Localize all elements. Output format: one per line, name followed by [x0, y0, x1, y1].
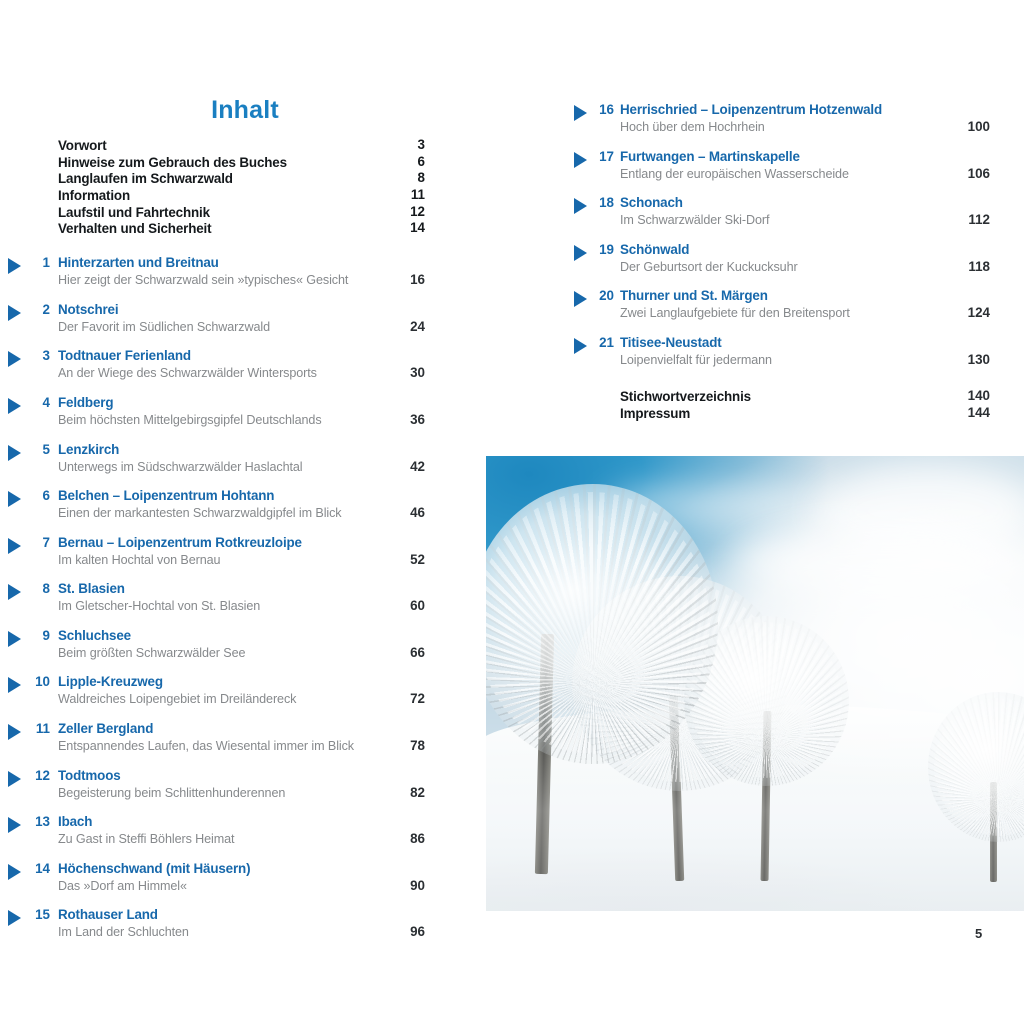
chapter-page-number: 46	[410, 505, 425, 521]
triangle-right-icon	[8, 491, 21, 507]
chapter-title: Furtwangen – Martinskapelle	[620, 148, 800, 164]
toc-chapter-entry[interactable]	[0, 721, 460, 768]
toc-right-column	[565, 102, 1024, 423]
chapter-number: 14	[35, 860, 50, 876]
back-matter-label: Stichwortverzeichnis	[620, 388, 751, 404]
front-matter-page-number: 6	[417, 153, 425, 169]
toc-chapter-entry[interactable]	[0, 442, 460, 489]
triangle-right-icon	[8, 584, 21, 600]
chapter-title: Lipple-Kreuzweg	[58, 674, 163, 690]
toc-chapter-entry[interactable]	[0, 814, 460, 861]
chapter-title: Todtmoos	[58, 767, 121, 783]
chapter-subtitle: An der Wiege des Schwarzwälder Wintersports	[58, 366, 317, 381]
chapter-number: 7	[42, 534, 50, 550]
chapter-list-right	[565, 102, 1024, 382]
page-number: 5	[975, 926, 983, 941]
triangle-right-icon	[8, 771, 21, 787]
winter-landscape-photo	[486, 456, 1024, 911]
chapter-title: Höchenschwand (mit Häusern)	[58, 860, 251, 876]
chapter-title: St. Blasien	[58, 581, 125, 597]
chapter-number: 10	[35, 674, 50, 690]
toc-chapter-entry[interactable]	[0, 861, 460, 908]
chapter-number: 8	[42, 581, 50, 597]
chapter-title: Ibach	[58, 814, 93, 830]
chapter-page-number: 78	[410, 738, 425, 754]
back-matter-page-number: 144	[967, 405, 990, 421]
front-matter-page-number: 14	[410, 220, 425, 236]
chapter-page-number: 124	[967, 305, 990, 321]
chapter-number: 16	[599, 102, 614, 117]
front-matter-list	[0, 137, 460, 237]
toc-chapter-entry[interactable]	[565, 335, 1024, 382]
toc-chapter-entry[interactable]	[0, 302, 460, 349]
chapter-subtitle: Im Land der Schluchten	[58, 925, 189, 940]
toc-chapter-entry[interactable]	[0, 395, 460, 442]
toc-chapter-entry[interactable]	[0, 674, 460, 721]
chapter-title: Zeller Bergland	[58, 721, 154, 737]
chapter-page-number: 106	[967, 165, 990, 181]
triangle-right-icon	[574, 245, 587, 261]
front-matter-label: Information	[58, 188, 130, 204]
toc-chapter-entry[interactable]	[0, 488, 460, 535]
chapter-page-number: 42	[410, 458, 425, 474]
triangle-right-icon	[8, 631, 21, 647]
chapter-subtitle: Im Schwarzwälder Ski-Dorf	[620, 213, 770, 228]
chapter-list-left	[0, 255, 460, 954]
toc-chapter-entry[interactable]	[0, 255, 460, 302]
chapter-title: Bernau – Loipenzentrum Rotkreuzloipe	[58, 534, 302, 550]
chapter-subtitle: Entspannendes Laufen, das Wiesental immer im Blick	[58, 739, 354, 754]
chapter-subtitle: Zu Gast in Steffi Böhlers Heimat	[58, 832, 235, 847]
frosted-tree	[486, 484, 718, 874]
chapter-subtitle: Hoch über dem Hochrhein	[620, 120, 765, 134]
triangle-right-icon	[8, 677, 21, 693]
triangle-right-icon	[8, 445, 21, 461]
chapter-number: 3	[42, 348, 50, 364]
chapter-title: Titisee-Neustadt	[620, 334, 722, 350]
chapter-subtitle: Einen der markantesten Schwarzwaldgipfel im Blick	[58, 506, 342, 521]
chapter-page-number: 24	[410, 318, 425, 334]
chapter-subtitle: Der Geburtsort der Kuckucksuhr	[620, 259, 798, 274]
toc-chapter-entry[interactable]	[0, 768, 460, 815]
triangle-right-icon	[8, 351, 21, 367]
triangle-right-icon	[8, 538, 21, 554]
chapter-title: Belchen – Loipenzentrum Hohtann	[58, 488, 275, 504]
chapter-title: Hinterzarten und Breitnau	[58, 255, 219, 271]
back-matter-entry[interactable]	[565, 405, 1024, 423]
chapter-title: Rothauser Land	[58, 907, 158, 923]
back-matter-list	[565, 388, 1024, 423]
front-matter-label: Vorwort	[58, 138, 107, 153]
chapter-number: 15	[35, 907, 50, 923]
chapter-page-number: 72	[410, 691, 425, 707]
triangle-right-icon	[574, 198, 587, 214]
triangle-right-icon	[8, 817, 21, 833]
toc-chapter-entry[interactable]	[565, 149, 1024, 196]
chapter-subtitle: Begeisterung beim Schlittenhunderennen	[58, 785, 286, 800]
toc-chapter-entry[interactable]	[565, 288, 1024, 335]
chapter-subtitle: Unterwegs im Südschwarzwälder Haslachtal	[58, 459, 303, 474]
chapter-title: Todtnauer Ferienland	[58, 348, 191, 364]
triangle-right-icon	[8, 258, 21, 274]
front-matter-entry[interactable]	[0, 204, 460, 221]
triangle-right-icon	[574, 338, 587, 354]
toc-left-column	[0, 96, 460, 954]
triangle-right-icon	[8, 724, 21, 740]
chapter-page-number: 100	[967, 119, 990, 134]
chapter-number: 2	[42, 301, 50, 317]
front-matter-entry[interactable]	[0, 137, 460, 154]
chapter-subtitle: Waldreiches Loipengebiet im Dreiländereck	[58, 692, 297, 707]
frosted-tree	[928, 692, 1024, 872]
chapter-title: Lenzkirch	[58, 441, 120, 457]
tree-frost	[486, 492, 710, 754]
toc-chapter-entry[interactable]	[0, 581, 460, 628]
triangle-right-icon	[574, 105, 587, 121]
chapter-page-number: 60	[410, 598, 425, 614]
chapter-subtitle: Im Gletscher-Hochtal von St. Blasien	[58, 599, 261, 614]
front-matter-entry[interactable]	[0, 170, 460, 187]
toc-chapter-entry[interactable]	[565, 195, 1024, 242]
back-matter-entry[interactable]	[565, 388, 1024, 406]
chapter-title: Schluchsee	[58, 627, 131, 643]
front-matter-page-number: 11	[410, 187, 425, 203]
chapter-subtitle: Loipenvielfalt für jedermann	[620, 352, 772, 367]
chapter-number: 12	[35, 767, 50, 783]
chapter-page-number: 52	[410, 551, 425, 567]
triangle-right-icon	[574, 291, 587, 307]
toc-chapter-entry[interactable]	[0, 628, 460, 675]
front-matter-label: Verhalten und Sicherheit	[58, 221, 212, 237]
chapter-number: 5	[42, 441, 50, 457]
triangle-right-icon	[8, 910, 21, 926]
chapter-number: 4	[42, 394, 50, 410]
front-matter-entry[interactable]	[0, 154, 460, 171]
toc-chapter-entry[interactable]	[0, 348, 460, 395]
chapter-subtitle: Beim größten Schwarzwälder See	[58, 645, 246, 660]
chapter-subtitle: Hier zeigt der Schwarzwald sein »typisches« Gesicht	[58, 273, 349, 288]
front-matter-entry[interactable]	[0, 187, 460, 204]
triangle-right-icon	[8, 398, 21, 414]
triangle-right-icon	[8, 305, 21, 321]
chapter-number: 9	[42, 627, 50, 643]
chapter-page-number: 130	[967, 351, 990, 367]
chapter-number: 18	[599, 195, 614, 211]
front-matter-label: Hinweise zum Gebrauch des Buches	[58, 154, 287, 170]
toc-chapter-entry[interactable]	[565, 242, 1024, 289]
chapter-subtitle: Das »Dorf am Himmel«	[58, 878, 187, 893]
chapter-page-number: 112	[968, 212, 990, 228]
chapter-number: 20	[599, 288, 614, 304]
chapter-title: Feldberg	[58, 394, 114, 410]
chapter-subtitle: Entlang der europäischen Wasserscheide	[620, 166, 849, 181]
front-matter-page-number: 12	[410, 203, 425, 219]
chapter-title: Schönwald	[620, 241, 690, 257]
front-matter-page-number: 3	[417, 137, 425, 152]
chapter-number: 13	[35, 814, 50, 830]
chapter-page-number: 30	[410, 365, 425, 381]
chapter-subtitle: Beim höchsten Mittelgebirgsgipfel Deutschlands	[58, 412, 322, 427]
chapter-title: Thurner und St. Märgen	[620, 288, 768, 304]
chapter-number: 19	[599, 241, 614, 257]
front-matter-label: Langlaufen im Schwarzwald	[58, 171, 233, 187]
triangle-right-icon	[574, 152, 587, 168]
chapter-page-number: 16	[410, 272, 425, 288]
chapter-page-number: 118	[968, 258, 990, 274]
chapter-number: 17	[599, 148, 614, 164]
chapter-page-number: 66	[410, 644, 425, 660]
chapter-page-number: 36	[410, 411, 425, 427]
chapter-subtitle: Der Favorit im Südlichen Schwarzwald	[58, 319, 270, 334]
back-matter-page-number: 140	[967, 387, 990, 403]
chapter-number: 21	[599, 334, 614, 350]
chapter-page-number: 86	[410, 831, 425, 847]
chapter-page-number: 90	[410, 877, 425, 893]
chapter-page-number: 96	[410, 924, 425, 940]
chapter-subtitle: Zwei Langlaufgebiete für den Breitensport	[620, 306, 850, 321]
chapter-subtitle: Im kalten Hochtal von Bernau	[58, 552, 221, 567]
page-title: Inhalt	[211, 96, 279, 124]
chapter-number: 11	[35, 721, 50, 737]
toc-chapter-entry[interactable]	[0, 535, 460, 582]
chapter-number: 1	[42, 255, 50, 271]
triangle-right-icon	[8, 864, 21, 880]
chapter-page-number: 82	[410, 784, 425, 800]
toc-chapter-entry[interactable]	[565, 102, 1024, 149]
back-matter-label: Impressum	[620, 406, 691, 422]
chapter-title: Herrischried – Loipenzentrum Hotzenwald	[620, 102, 883, 117]
front-matter-entry[interactable]	[0, 220, 460, 237]
front-matter-label: Laufstil und Fahrtechnik	[58, 204, 210, 220]
chapter-number: 6	[42, 488, 50, 504]
toc-chapter-entry[interactable]	[0, 907, 460, 954]
chapter-title: Schonach	[620, 195, 683, 211]
front-matter-page-number: 8	[417, 170, 425, 186]
chapter-title: Notschrei	[58, 301, 119, 317]
